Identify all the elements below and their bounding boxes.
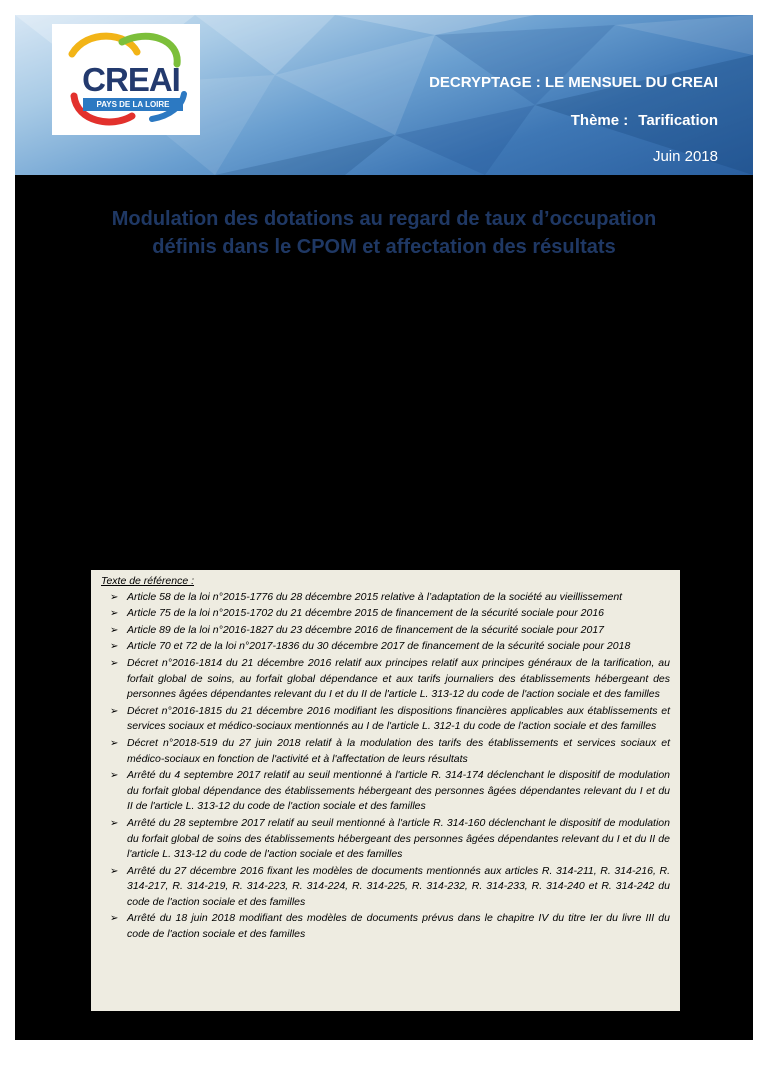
reference-heading: Texte de référence : <box>101 575 195 587</box>
reference-item: ➢ Article 70 et 72 de la loi n°2017-1836 du 30 décembre 2017 de financement de la sécurité sociale pour 2018 <box>101 639 670 655</box>
arrow-bullet-icon: ➢ <box>110 705 119 717</box>
reference-item: ➢ Article 75 de la loi n°2015-1702 du 21 décembre 2015 de financement de la sécurité sociale pour 2016 <box>101 606 670 622</box>
reference-box <box>91 570 680 1011</box>
reference-item: ➢ Article 58 de la loi n°2015-1776 du 28 décembre 2015 relative à l’adaptation de la société au vieillissement <box>101 590 670 606</box>
reference-item: ➢ Décret n°2018-519 du 27 juin 2018 relatif à la modulation des tarifs des établissements et services sociaux et médico-sociaux en fonction de l'activité et à l'affectation de leurs résultats <box>110 736 670 765</box>
newsletter-title: DECRYPTAGE : LE MENSUEL DU CREAI <box>429 74 718 91</box>
logo-text: CREAI <box>82 61 180 98</box>
theme-label: Thème : <box>570 112 629 129</box>
reference-item: ➢ Arrêté du 27 décembre 2016 fixant les modèles de documents mentionnés aux articles R. 314-211, R. 314-216, R. 314-217, R. 314-219, R. 314-223, R. 314-224, R. 314-225, R. 314-232, R. 314-233, R. 314-240 et R. 314-242 du code de l'action sociale et des familles <box>110 864 670 908</box>
reference-item: ➢ Article 89 de la loi n°2016-1827 du 23 décembre 2016 de financement de la sécurité sociale pour 2017 <box>101 623 670 639</box>
reference-list <box>101 590 670 943</box>
reference-item: ➢ Arrêté du 4 septembre 2017 relatif au seuil mentionné à l'article R. 314-174 déclenchant le dispositif de modulation du forfait global dépendance des établissements hébergeant des personnes âgées dépendantes relevant du I et du II de l'article L. 313-12 du code de l'action sociale et des familles <box>110 769 670 813</box>
logo <box>52 24 200 135</box>
arrow-bullet-icon: ➢ <box>110 591 119 603</box>
reference-item: ➢ Décret n°2016-1814 du 21 décembre 2016 relatif aux principes relatif aux principes généraux de la tarification, au forfait global de soins, au forfait global dépendance et aux tarifs journaliers des établissements hébergeant des personnes âgées dépendantes relevant du I et du II de l'article L. 313-12 du code de l'action sociale et des familles <box>110 656 670 701</box>
reference-item: ➢ Décret n°2016-1815 du 21 décembre 2016 modifiant les dispositions financières applicables aux établissements et services sociaux et médico-sociaux mentionnés au I de l'article L. 312-1 du code de l'action sociale et des familles <box>110 704 670 733</box>
arrow-bullet-icon: ➢ <box>110 770 119 782</box>
arrow-bullet-icon: ➢ <box>110 608 119 620</box>
reference-item: ➢ Arrêté du 28 septembre 2017 relatif au seuil mentionné à l'article R. 314-160 déclenchant le dispositif de modulation du forfait global de soins des établissements hébergeant des personnes âgées dépendantes relevant du I et du II de l'article L. 313-12 du code de l'action sociale et des familles <box>110 816 670 861</box>
page-title <box>40 205 728 261</box>
arrow-bullet-icon: ➢ <box>110 624 119 636</box>
arrow-bullet-icon: ➢ <box>110 865 119 877</box>
arrow-bullet-icon: ➢ <box>110 913 119 925</box>
reference-item: ➢ Arrêté du 18 juin 2018 modifiant des modèles de documents prévus dans le chapitre IV du titre Ier du livre III du code de l'action sociale et des familles <box>110 912 670 941</box>
logo-subtitle: PAYS DE LA LOIRE <box>83 98 183 111</box>
arrow-bullet-icon: ➢ <box>110 817 119 829</box>
arrow-bullet-icon: ➢ <box>110 657 119 669</box>
page-title-line-2: définis dans le CPOM et affectation des résultats <box>152 236 616 258</box>
theme-line <box>571 112 718 129</box>
arrow-bullet-icon: ➢ <box>110 737 119 749</box>
theme-value: Tarification <box>638 112 718 129</box>
page-title-line-1: Modulation des dotations au regard de taux d’occupation <box>111 208 657 230</box>
issue-date: Juin 2018 <box>652 148 718 165</box>
arrow-bullet-icon: ➢ <box>110 641 119 653</box>
